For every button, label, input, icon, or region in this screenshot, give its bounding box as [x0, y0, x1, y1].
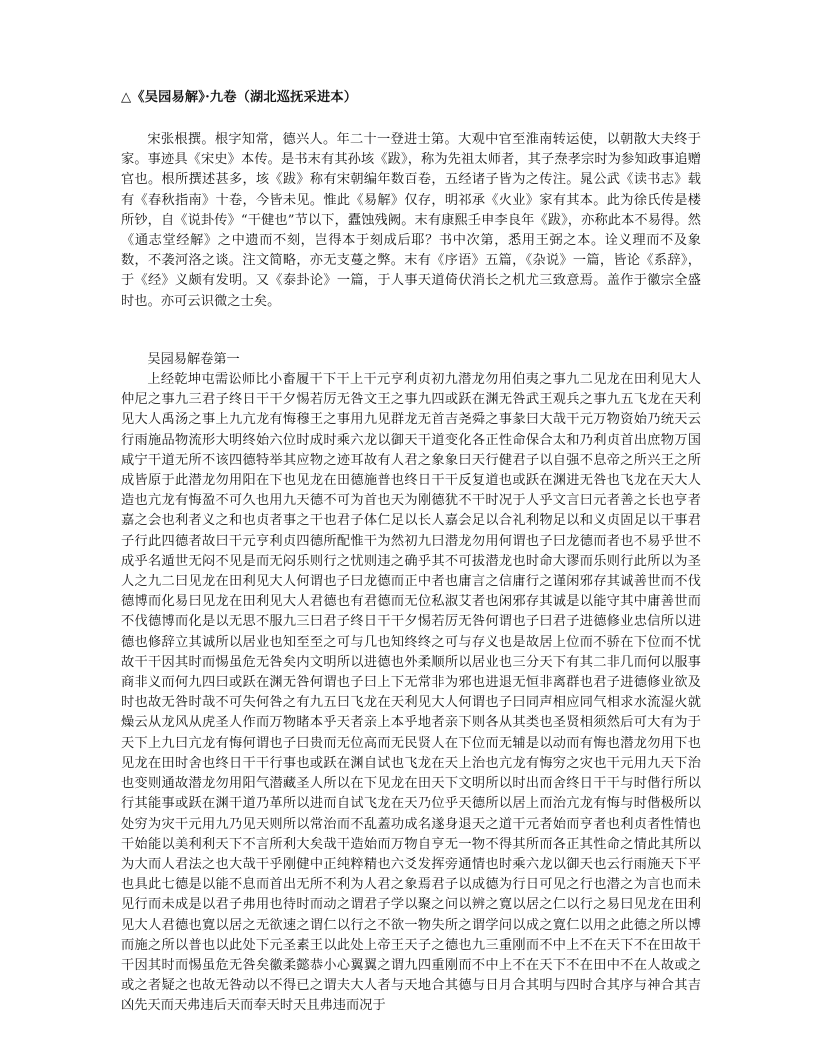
- page-content: [121, 88, 701, 1017]
- body-text-block: 上经乾坤屯需讼师比小畜履干下干上干元亨利贞初九潜龙勿用伯夷之事九二见龙在田利见大人仲尼之事九三君子终日干干夕惕若厉无咎文王之事九四或跃在渊无咎武王观兵之事九五飞龙在天利见大人禹汤之事上九亢龙有悔穆王之事用九见群龙无首吉尧舜之事彖曰大哉干元万物资始乃统天云行雨施品物流形大明终始六位时成时乘六龙以御天干道变化各正性命保合太和乃利贞首出庶物万国咸宁干道无所不该四德特举其应物之迹耳故有人君之象象曰天行健君子以自强不息帝之所兴王之所成皆原于此潜龙勿用阳在下也见龙在田德施普也终日干干反复道也或跃在渊进无咎也飞龙在天大人造也亢龙有悔盈不可久也用九天德不可为首也天为刚德犹不干时况于人乎文言曰元者善之长也亨者嘉之会也利者义之和也贞者事之干也君子体仁足以长人嘉会足以合礼利物足以和义贞固足以干事君子行此四德者故曰干元亨利贞四德所配惟干为然初九曰潜龙勿用何谓也子曰龙德而者也不易乎世不成乎名遁世无闷不见是而无闷乐则行之忧则违之确乎其不可拔潜龙也时命大谬而乐则行此所以为圣人之九二曰见龙在田利见大人何谓也子曰龙德而正中者也庸言之信庸行之谨闲邪存其诚善世而不伐德博而化易曰见龙在田利见大人君德也有君德而无位私淑艾者也闲邪存其诚是以能守其中庸善世而不伐德博而化是以无思不服九三曰君子终日干干夕惕若厉无咎何谓也子曰君子进德修业忠信所以进德也修辞立其诚所以居业也知至至之可与几也知终终之可与存义也是故居上位而不骄在下位而不忧故干干因其时而惕虽危无咎矣内文明所以进德也外柔顺所以居业也三分天下有其二非几而何以服事商非义而何九四曰或跃在渊无咎何谓也子曰上下无常非为邪也进退无恒非离群也君子进德修业欲及时也故无咎时哉不可失何咎之有九五曰飞龙在天利见大人何谓也子曰同声相应同气相求水流湿火就燥云从龙风从虎圣人作而万物睹本乎天者亲上本乎地者亲下则各从其类也圣贤相须然后可大有为于天下上九曰亢龙有悔何谓也子曰贵而无位高而无民贤人在下位而无辅是以动而有悔也潜龙勿用下也见龙在田时舍也终日干干行事也或跃在渊自试也飞龙在天上治也亢龙有悔穷之灾也干元用九天下治也变则通故潜龙勿用阳气潜藏圣人所以在下见龙在田天下文明所以时出而舍终日干干与时偕行所以行其能事或跃在渊干道乃革所以进而自试飞龙在天乃位乎天德所以居上而治亢龙有悔与时偕极所以处穷为灾干元用九乃见天则所以常治而不乱蓋功成名遂身退天之道干元者始而亨者也利贞者性情也干始能以美利利天下不言所利大矣哉干造始而万物自亨无一物不得其所而各正其性命之情此其所以为大而人君法之也大哉干乎刚健中正纯粹精也六爻发挥旁通情也时乘六龙以御天也云行雨施天下平也具此七德是以能不息而首出无所不利为人君之象焉君子以成德为行日可见之行也潜之为言也而未见行而未成是以君子弗用也待时而动之谓君子学以聚之问以辨之寛以居之仁以行之易曰见龙在田利见大人君德也寛以居之无欲速之谓仁以行之不欲一物失所之谓学问以成之寛仁以用之此德之所以博而施之所以普也以此处下元圣素王以此处上帝王天子之德也九三重刚而不中上不在天下不在田故干干因其时而惕虽危无咎矣徽柔懿恭小心翼翼之谓九四重刚而不中上不在天下不在田中不在人故或之或之者疑之也故无咎动以不得已之谓夫大人者与天地合其德与日月合其明与四时合其序与神合其吉凶先天而天弗违后天而奉天时天且弗违而况于: [121, 372, 701, 1014]
- abstract-paragraph: 宋张根撰。根字知常，德兴人。年二十一登进士第。大观中官至淮南转运使，以朝散大夫终于家。事迹具《宋史》本传。是书末有其孙垓《跋》，称为先祖太师者，其子焘孝宗时为参知政事追赠官也。根所撰述甚多，垓《跋》称有宋朝编年数百卷，五经诸子皆为之传注。晁公武《读书志》载有《春秋指南》十卷，今皆未见。惟此《易解》仅存，明祁承《火业》家有其本。此为徐氏传是楼所钞，自《说卦传》“干健也”节以下，蠹蚀残阙。末有康熙壬申李良年《跋》，亦称此本不易得。然《通志堂经解》之中遗而不刻，岂得本于刻成后耶？书中次第，悉用王弼之本。诠义理而不及象数，不袭河洛之谈。注文简略，亦无支蔓之弊。末有《序语》五篇，《杂说》一篇，皆论《系辞》，于《经》义颇有发明。又《泰卦论》一篇，于人事天道倚伏消长之机尤三致意焉。盖作于徽宗全盛时也。亦可云识微之士矣。: [121, 132, 701, 309]
- page-title: △《吴园易解》·九卷（湖北巡抚采进本）: [121, 90, 358, 105]
- juan-heading: 吴园易解卷第一: [147, 351, 240, 367]
